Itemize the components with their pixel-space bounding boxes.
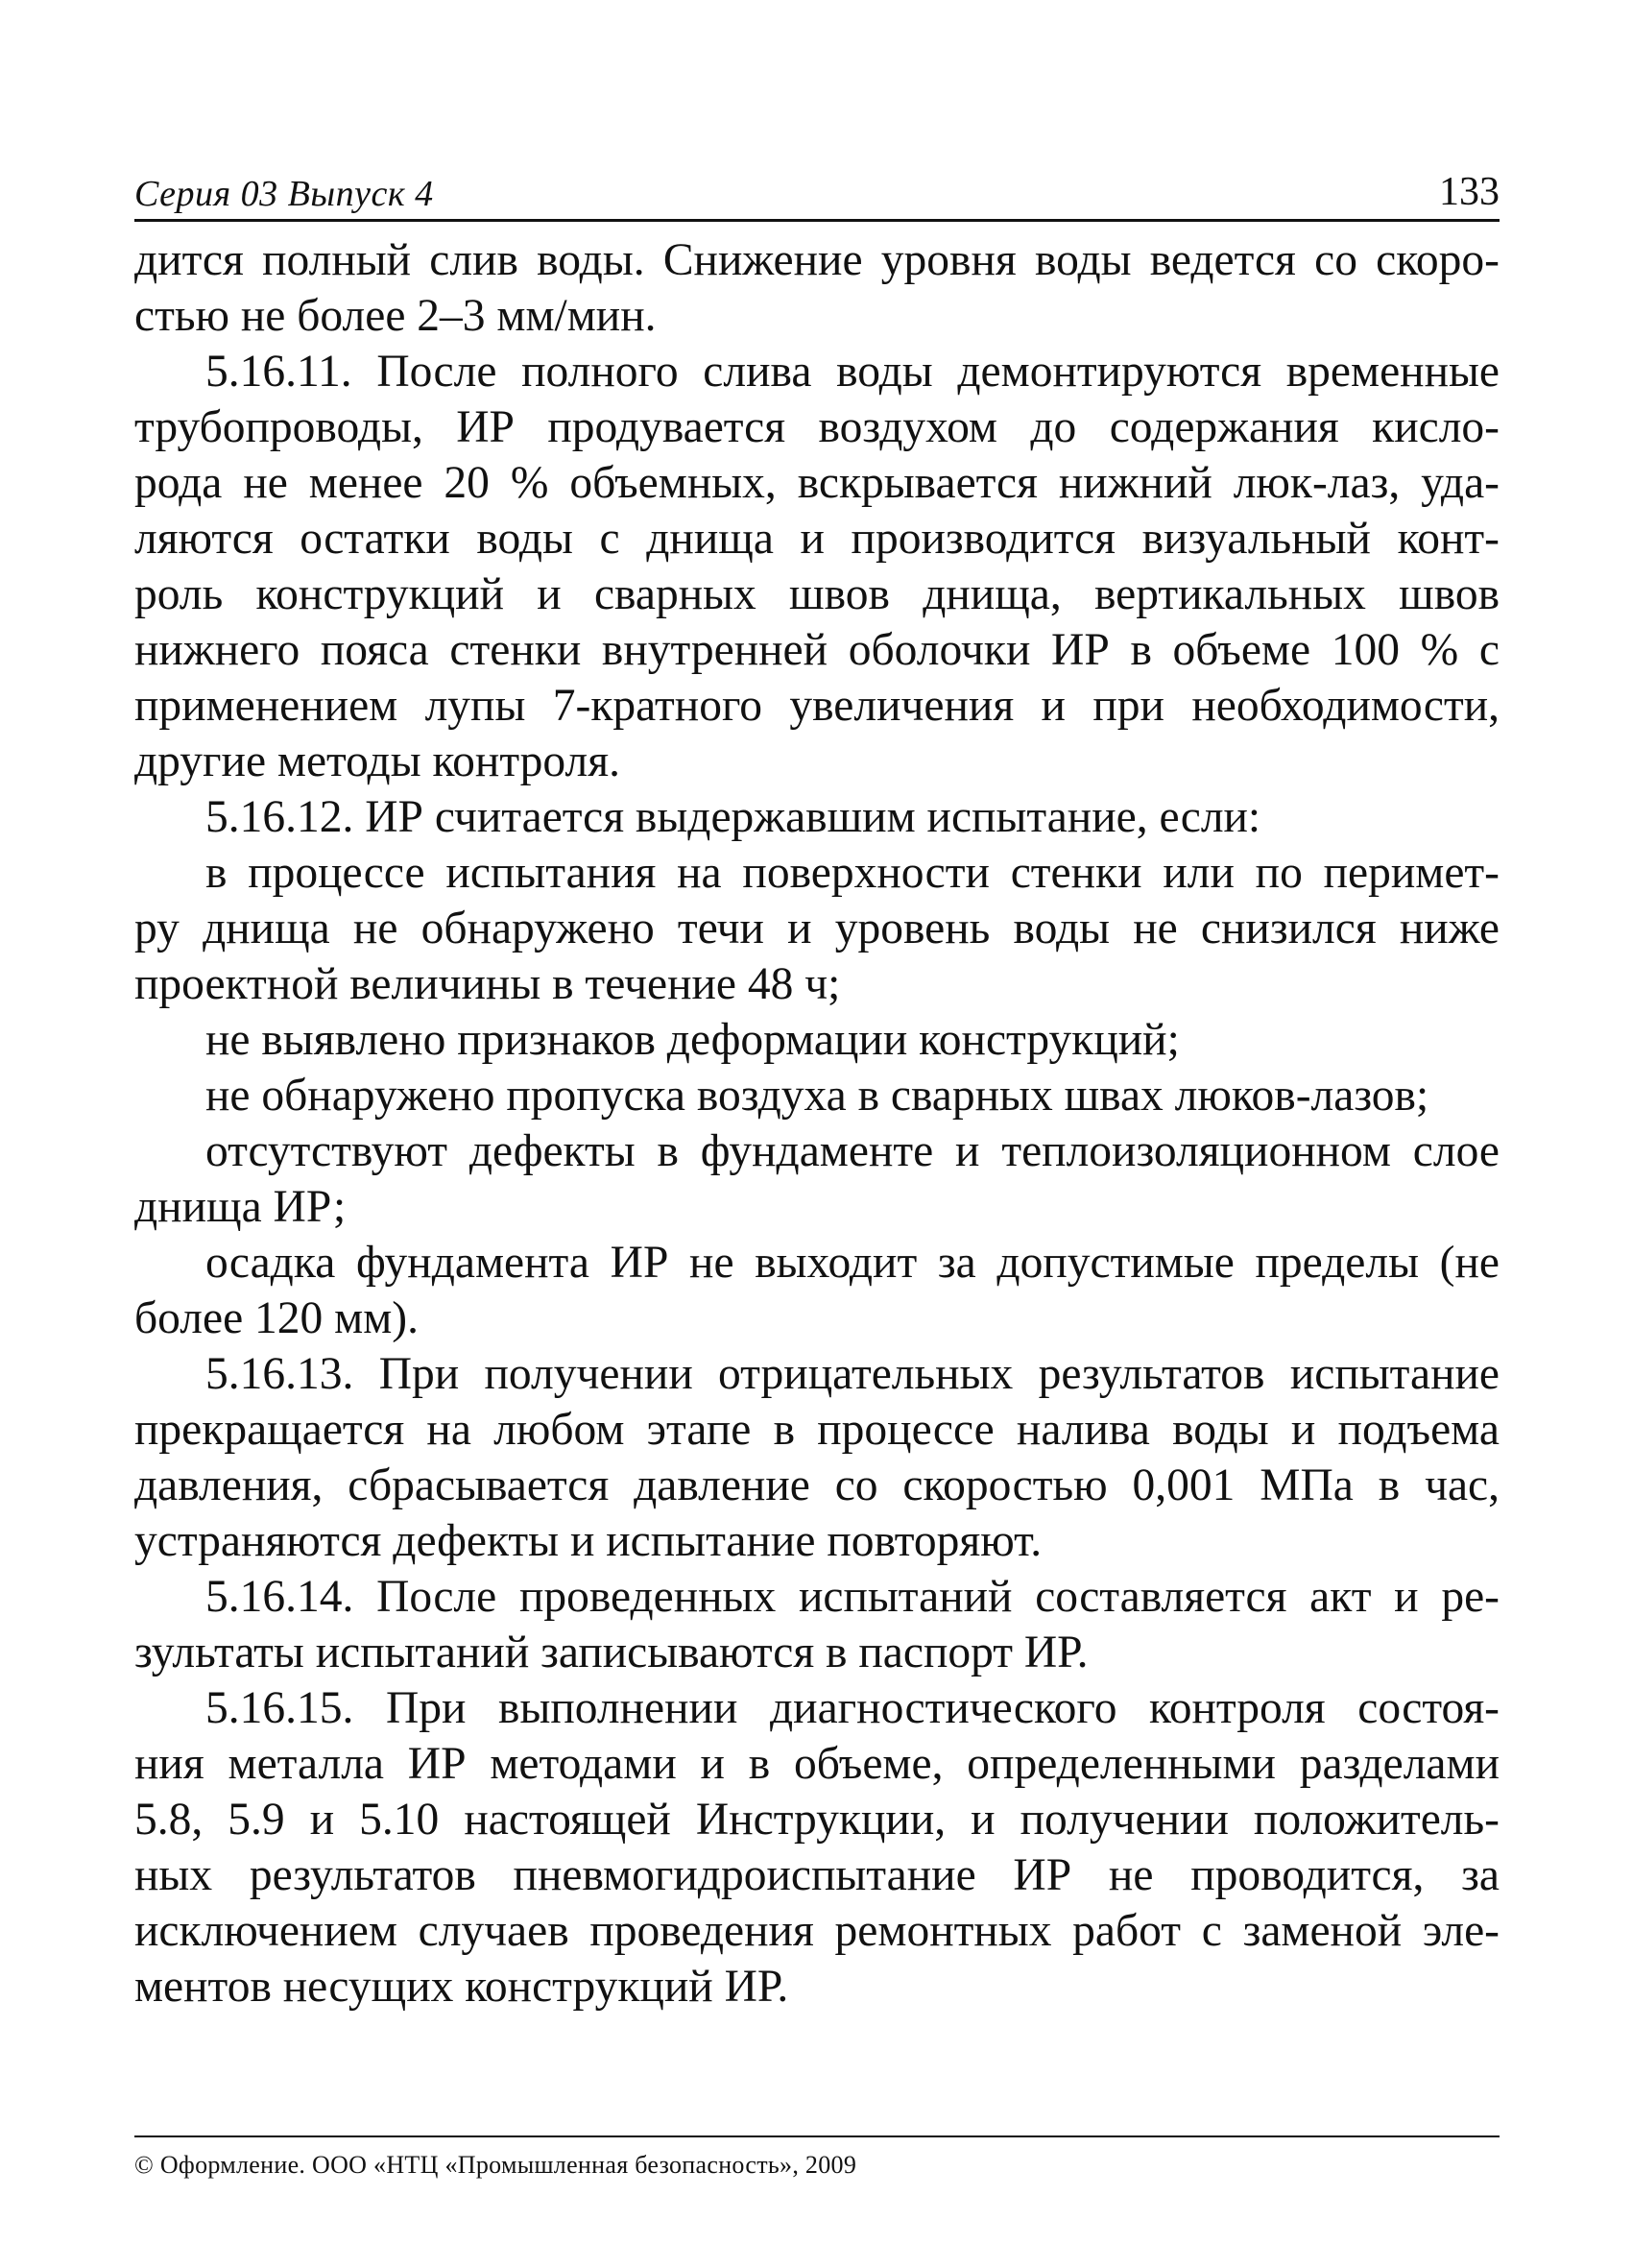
text-line: зультаты испытаний записываются в паспорт ИР. xyxy=(134,1628,1089,1677)
footer xyxy=(134,2135,1500,2180)
paragraph-5-16-15: 5.16.15. При выполнении диагностического контроля состоя- xyxy=(205,1683,1500,1733)
copyright-text: © Оформление. ООО «НТЦ «Промышленная безопасность», 2009 xyxy=(134,2151,857,2179)
page-number: 133 xyxy=(1439,170,1500,214)
paragraph-5-16-11: 5.16.11. После полного слива воды демонтируются временные xyxy=(205,347,1500,397)
text-line: ру днища не обнаружено течи и уровень воды не снизился ниже xyxy=(134,904,1500,953)
text-line: ляются остатки воды с днища и производится визуальный конт- xyxy=(134,514,1500,564)
text-line: 5.8, 5.9 и 5.10 настоящей Инструкции, и получении положитель- xyxy=(134,1795,1500,1845)
text-line: ния металла ИР методами и в объеме, определенными разделами xyxy=(134,1739,1500,1789)
text-line: нижнего пояса стенки внутренней оболочки ИР в объеме 100 % с xyxy=(134,625,1500,675)
text-line: проектной величины в течение 48 ч; xyxy=(134,959,841,1009)
text-line: ментов несущих конструкций ИР. xyxy=(134,1962,789,2012)
text-line: давления, сбрасывается давление со скоростью 0,001 МПа в час, xyxy=(134,1460,1500,1510)
text-line: применением лупы 7-кратного увеличения и при необходимости, xyxy=(134,681,1500,731)
list-item-deformation: не выявлено признаков деформации конструкций; xyxy=(205,1015,1180,1065)
text-line: трубопроводы, ИР продувается воздухом до содержания кисло- xyxy=(134,402,1500,452)
paragraph-5-16-14: 5.16.14. После проведенных испытаний составляется акт и ре- xyxy=(205,1572,1500,1622)
text-line: днища ИР; xyxy=(134,1182,347,1232)
text-line: другие методы контроля. xyxy=(134,736,620,786)
list-item-settlement: осадка фундамента ИР не выходит за допустимые пределы (не xyxy=(205,1238,1500,1288)
text-line: стью не более 2–3 мм/мин. xyxy=(134,291,657,341)
list-item-leak: в процессе испытания на поверхности стенки или по перимет- xyxy=(205,848,1500,898)
text-line: роль конструкций и сварных швов днища, вертикальных швов xyxy=(134,569,1500,619)
text-line: более 120 мм). xyxy=(134,1293,419,1343)
text-line: рода не менее 20 % объемных, вскрывается нижний люк-лаз, уда- xyxy=(134,458,1500,508)
paragraph-5-16-12: 5.16.12. ИР считается выдержавшим испытание, если: xyxy=(205,792,1261,842)
body-text xyxy=(134,232,1500,2015)
text-line: исключением случаев проведения ремонтных работ с заменой эле- xyxy=(134,1906,1500,1956)
list-item-defects: отсутствуют дефекты в фундаменте и теплоизоляционном слое xyxy=(205,1126,1500,1176)
text-line: прекращается на любом этапе в процессе налива воды и подъема xyxy=(134,1405,1500,1455)
list-item-air-leak: не обнаружено пропуска воздуха в сварных швах люков-лазов; xyxy=(205,1071,1429,1121)
paragraph-5-16-13: 5.16.13. При получении отрицательных результатов испытание xyxy=(205,1349,1500,1399)
text-line: устраняются дефекты и испытание повторяют. xyxy=(134,1516,1043,1566)
text-line: ных результатов пневмогидроиспытание ИР не проводится, за xyxy=(134,1850,1500,1900)
series-title: Серия 03 Выпуск 4 xyxy=(134,174,434,214)
running-header xyxy=(134,165,1500,222)
text-line: дится полный слив воды. Снижение уровня воды ведется со скоро- xyxy=(134,235,1500,285)
